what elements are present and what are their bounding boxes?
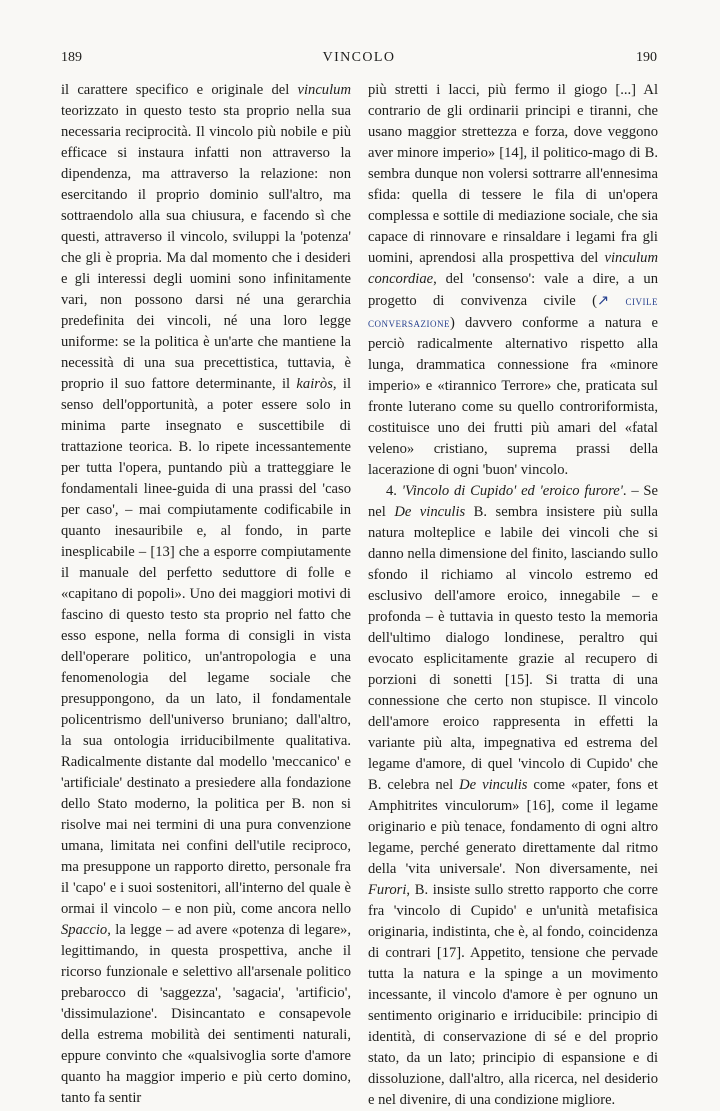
text-run: , la legge – ad avere «potenza di legare», legittimando, in questa prospettiva, anche il ricorso funzionale e selettivo all'arsenale politico prebarocco di 'saggezza', 'sagacia', 'artificio', 'dissimulazione'. Disincantato e consapevole della estrema mobilità dei sentimenti naturali, eppure convinto che «qualsivoglia sorte d'amore quanto ha maggior imperio e più certo domino, tanto fa sentir (61, 922, 351, 1106)
italic-term: vinculum concordiae (368, 250, 658, 287)
running-title: VINCOLO (322, 50, 396, 65)
section-4-paragraph (368, 481, 658, 1111)
text-run: , del 'consenso': vale a dire, a un progetto di convivenza civile ( (368, 271, 658, 309)
page-number-left: 189 (61, 50, 82, 65)
italic-term: De vinculis (459, 777, 528, 793)
text-run: teorizzato in questo testo sta proprio nella sua necessaria reciprocità. Il vincolo più nobile e più efficace si instaura infatti non attraverso la dipendenza, ma attraverso la relazione: non esercitando il proprio dominio sull'altro, ma sottraendolo alla sua chiusura, e facendo sì che questi, attraverso il vincolo, sviluppi la 'potenza' che gli è propria. Ma dal momento che i desideri e gli interessi degli uomini sono infinitamente vari, non possono darsi né una gerarchia predefinita dei vincoli, né una loro legge uniforme: se la politica è un'arte che mantiene la necessità di una sua precettistica, tuttavia, è proprio il suo fattore determinante, il (61, 103, 351, 392)
italic-term: vinculum (297, 82, 351, 98)
text-run: più stretti i lacci, più fermo il giogo [...] Al contrario de gli ordinarii principi e tiranni, che usano maggior strettezza e forza, dove veggono aver minore imperio» [14], il politico-mago di B. sembra dunque non volersi sottrarre all'ennesima sfida: quella di tessere le fila di un'opera complessa e sottile di mediazione sociale, che sia capace di rinnovare e rinsaldare i legami fra gli uomini, aprendosi alla prospettiva del (368, 82, 658, 266)
section-number: 4. (386, 483, 402, 499)
text-run: B. sembra insistere più sulla natura molteplice e labile dei vincoli che si danno nella dimensione del finito, lasciando sullo sfondo il richiamo al vincolo estremo ed esclusivo dell'amore eroico, innegabile – e profonda – è tuttavia in questo testo la memoria dell'ultimo dialogo londinese, peraltro qui evocato esplicitamente grazie al recupero di porzioni di sonetti [15]. Si tratta di una connessione che certo non stupisce. Il vincolo dell'amore eroico rappresenta in effetti la variante più alta, impegnativa ed estrema del legame d'amore, di quel 'vincolo di Cupido' che B. celebra nel (368, 504, 658, 793)
italic-term: De vinculis (394, 504, 466, 520)
section-title: 'Vincolo di Cupido' ed 'eroico furore' (401, 483, 623, 499)
text-run: il carattere specifico e originale del (61, 82, 298, 98)
cross-reference-label: civile conversazione (368, 293, 658, 330)
text-run: , il senso dell'opportunità, a poter essere solo in minima parte insegnato e suscettibile di trattazione teorica. B. lo ripete incessantemente per tutta l'opera, puntando più a tratteggiare le fondamentali linee-guida di una prassi del 'caso per caso', – mai compiutamente codificabile in quanto inesauribile e, al fondo, in parte inesplicabile – [13] che a esporre compiutamente il manuale del perfetto seduttore di folle e «capitano di popoli». Uno dei maggiori motivi di fascino di questo testo sta proprio nel fatto che esso espone, nella forma di consigli in vista dell'operare politico, un'antropologia e una fenomenologia del legame sociale che presuppongono, da un lato, il fondamentale policentrismo dell'universo bruniano; dall'altro, la sua ontologia irriducibilmente qualitativa. Radicalmente distante dal modello 'meccanico' e 'artificiale' destinato a presiedere alla fondazione dello Stato moderno, la politica per B. non si risolve mai nei termini di una pura convenzione umana, limitata nei confini dell'utile reciproco, ma presuppone un rapporto diretto, personale fra il 'capo' e i suoi sostenitori, all'interno del quale è ormai il vincolo – e non più, come ancora nello (61, 376, 352, 917)
left-column (61, 80, 351, 1109)
page-number-right: 190 (636, 50, 657, 65)
italic-term: kairòs (296, 376, 333, 392)
italic-term: Spaccio (61, 922, 108, 938)
italic-term: Furori (368, 882, 407, 898)
running-header (61, 50, 657, 70)
text-run: , B. insiste sullo stretto rapporto che corre fra 'vincolo di Cupido' e un'unità metafisica originaria, indistinta, che è, al fondo, coincidenza di contrari [17]. Appetito, tensione che pervade tutta la natura e la spinge a un movimento incessante, il vincolo d'amore è per ognuno un sentimento originario e irriducibile: principio di identità, di conservazione di sé e del proprio stato, da un lato; principio di espansione e di dissoluzione, dall'altro, alla ricerca, nel desiderio e nel divenire, di una condizione migliore. (368, 882, 658, 1108)
right-column (368, 80, 658, 1111)
text-run: come «pater, fons et Amphitrites vinculorum» [16], come il legame originario e più tenace, fondamento di ogni altro legame, perché generato direttamente dal ritmo della 'vita universale'. Non diversamente, nei (368, 777, 659, 877)
right-paragraph-continued (368, 80, 658, 481)
text-run: . – Se nel (368, 483, 659, 520)
text-run: ) davvero conforme a natura e perciò radicalmente alternativo rispetto alla lunga, drammatica connessione fra «minore imperio» e «tirannico Terrore» che, praticata sul fronte luterano come su quello controriformista, costituisce uno dei frutti più amari del «fatal veleno» cristiano, suprema prassi della lacerazione di ogni 'buon' vincolo. (368, 315, 658, 478)
left-paragraph (61, 80, 351, 1109)
arrow-northeast-icon: ↗ (596, 293, 610, 309)
